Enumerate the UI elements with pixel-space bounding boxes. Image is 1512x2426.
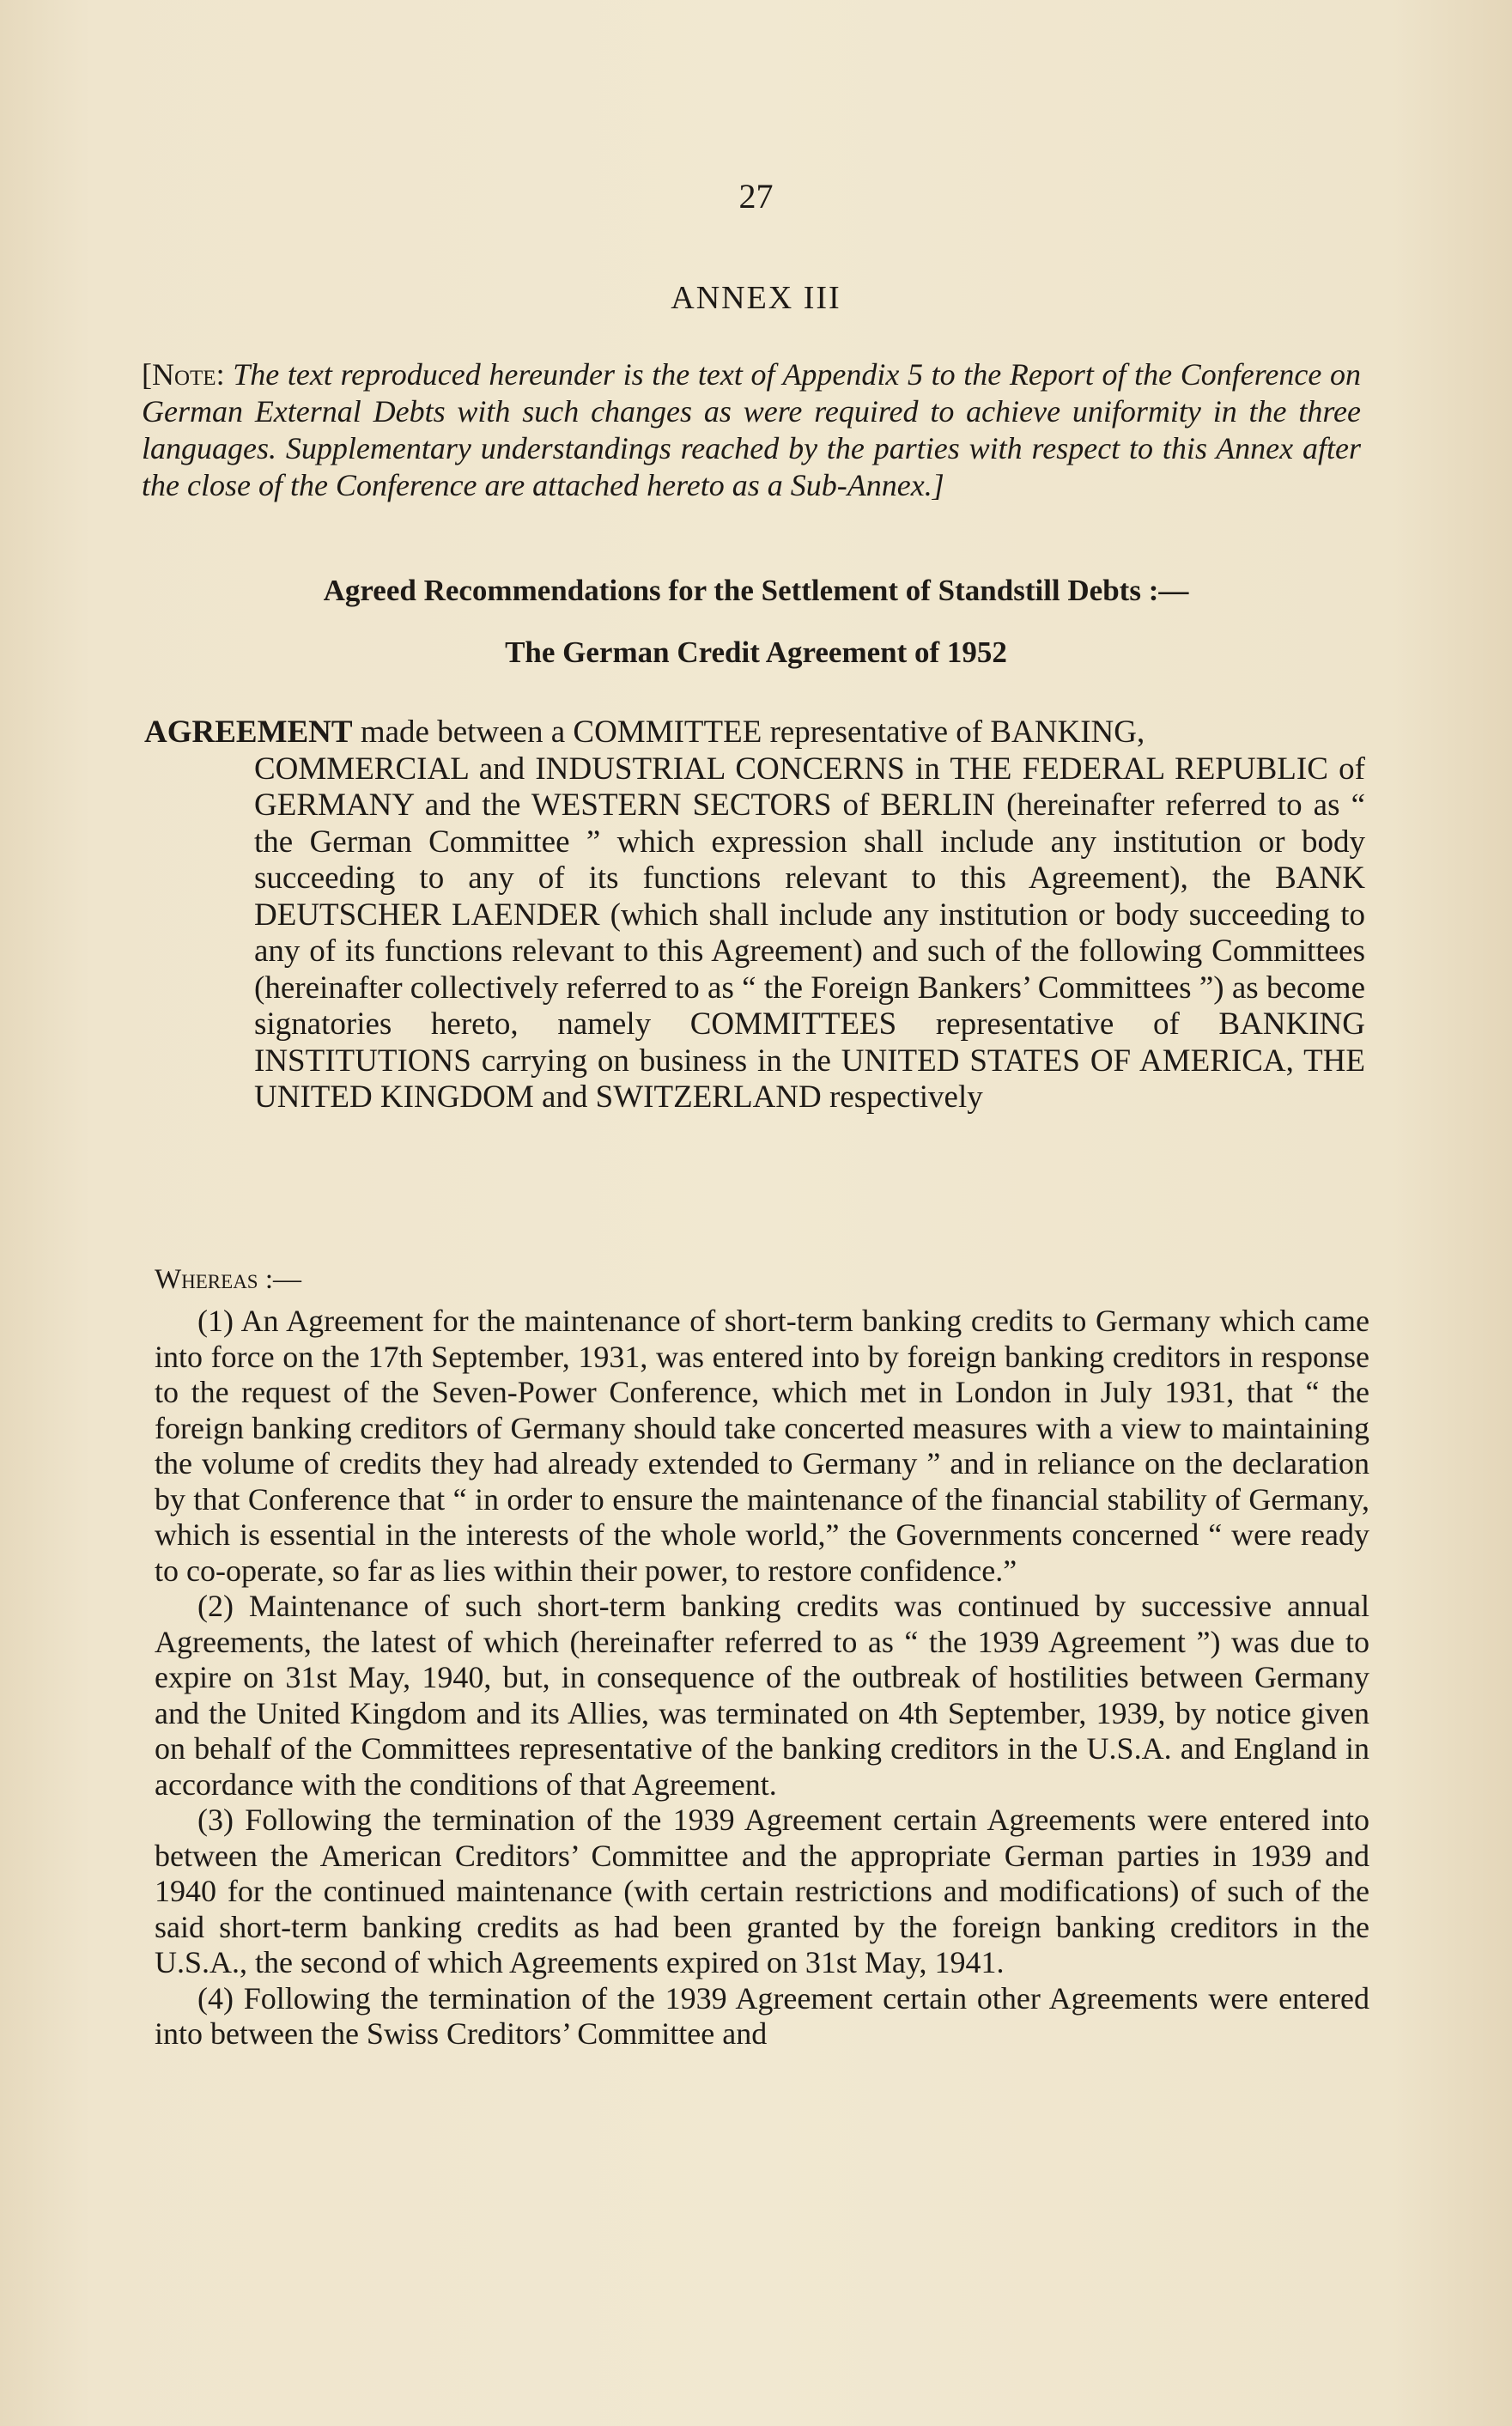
agreement-clause (144, 714, 1365, 1116)
agreement-body: COMMERCIAL and INDUSTRIAL CONCERNS in THE FEDERAL REPUBLIC of GERMANY and the WESTERN SECTORS of BERLIN (hereinafter referred to as “ the German Committee ” which expression shall include any institution or body succeeding to any of its functions relevant to this Agreement), the BANK DEUTSCHER LAENDER (which shall include any institution or body succeeding to any of its functions relevant to this Agreement) and such of the following Committees (hereinafter collectively referred to as “ the Foreign Bankers’ Committees ”) as become signatories hereto, namely COMMITTEES representative of BANKING INSTITUTIONS carrying on business in the UNITED STATES OF AMERICA, THE UNITED KINGDOM and SWITZERLAND respectively (254, 751, 1365, 1115)
recital-paragraph-4: (4) Following the termination of the 1939 Agreement certain other Agreements were entered into between the Swiss Creditors’ Committee and (155, 1980, 1369, 2051)
agreement-keyword: AGREEMENT (144, 714, 353, 750)
note-text: The text reproduced hereunder is the text of Appendix 5 to the Report of the Conference on German External Debts with such changes as were required to achieve uniformity in the three languages. Supplementary understandings reached by the parties with respect to this Annex after the close of the Conference are attached hereto as a Sub-Annex.] (142, 357, 1361, 502)
note-lead: [Note: (142, 357, 225, 392)
section-subheading: The German Credit Agreement of 1952 (505, 635, 1007, 669)
annex-title: ANNEX III (671, 280, 841, 316)
agreement-first-line: made between a COMMITTEE representative of BANKING, (352, 714, 1145, 750)
whereas-heading: Whereas :— (155, 1264, 302, 1295)
recital-paragraph-3: (3) Following the termination of the 1939 Agreement certain Agreements were entered into between the American Creditors’ Committee and the appropriate German parties in 1939 and 1940 for the continued maintenance (with certain restrictions and modifications) of such of the said short-term banking credits as had been granted by the foreign banking creditors in the U.S.A., the second of which Agreements expired on 31st May, 1941. (155, 1803, 1369, 1979)
section-heading: Agreed Recommendations for the Settlement of Standstill Debts :— (323, 574, 1189, 607)
recital-paragraph-2: (2) Maintenance of such short-term banking credits was continued by successive annual Agreements, the latest of which (hereinafter referred to as “ the 1939 Agreement ”) was due to expire on 31st May, 1940, but, in consequence of the outbreak of hostilities between Germany and the United Kingdom and its Allies, was terminated on 4th September, 1939, by notice given on behalf of the Committees representative of the banking creditors in the U.S.A. and England in accordance with the conditions of that Agreement. (155, 1589, 1369, 1802)
editorial-note (142, 356, 1361, 504)
recital-paragraph-1: (1) An Agreement for the maintenance of short-term banking credits to Germany which came into force on the 17th September, 1931, was entered into by foreign banking creditors in response to the request of the Seven-Power Conference, which met in London in July 1931, that “ the foreign banking creditors of Germany should take concerted measures with a view to maintaining the volume of credits they had already extended to Germany ” and in reliance on the declaration by that Conference that “ in order to ensure the maintenance of the financial stability of Germany, which is essential in the interests of the whole world,” the Governments concerned “ were ready to co-operate, so far as lies within their power, to restore confidence.” (155, 1304, 1369, 1588)
recitals (155, 1304, 1369, 2052)
page-number: 27 (738, 177, 774, 216)
